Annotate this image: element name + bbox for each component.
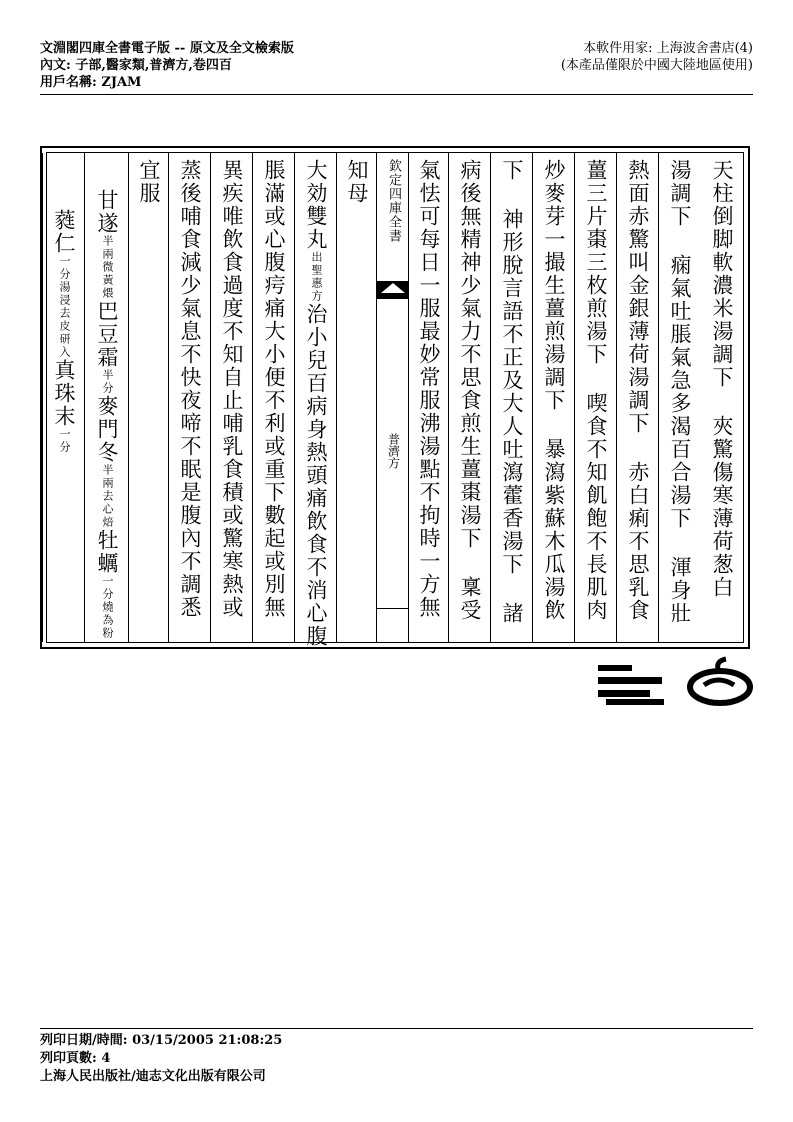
text-column: 炒麥芽一撮生薑煎湯調下 暴瀉紫蘇木瓜湯飲: [532, 153, 575, 642]
text-column: 薑三片棗三枚煎湯下 喫食不知飢飽不長肌肉: [574, 153, 617, 642]
book-title-column: [376, 153, 409, 642]
text-column: 宜服: [128, 153, 169, 642]
text-column: 蒸後哺食減少氣息不快夜啼不眠是腹內不調悉: [168, 153, 211, 642]
publisher-logo-icon: [596, 655, 756, 711]
page-frame: [40, 146, 750, 649]
source-note: 出聖惠方: [310, 251, 323, 303]
recipe-column: 甘遂半兩微黃煨巴豆霜半分麥門冬半兩去心焙牡蠣一分燒為粉: [84, 153, 129, 642]
print-datetime: 列印日期/時間: 03/15/2005 21:08:25: [40, 1033, 283, 1048]
header-licensee: 本軟件用家: 上海波舍書店(4): [583, 41, 753, 56]
print-pages: 列印頁數: 4: [40, 1051, 111, 1066]
book-subtitle: 普濟方: [386, 433, 401, 469]
header-content: 內文: 子部,醫家類,普濟方,卷四百: [40, 58, 232, 73]
header-title: 文淵閣四庫全書電子版 -- 原文及全文檢索版: [40, 41, 294, 56]
text-column: 下 神形脫言語不正及大人吐瀉藿香湯下 諸: [490, 153, 533, 642]
text-column: 知母: [336, 153, 377, 642]
text-column: 天柱倒脚軟濃米湯調下 夾驚傷寒薄荷葱白: [710, 159, 734, 599]
text-column: 脹滿或心腹疞痛大小便不利或重下數起或別無: [252, 153, 295, 642]
header-user: 用戶名稱: ZJAM: [40, 75, 142, 90]
page-inner-border: [46, 152, 744, 648]
publisher: 上海人民出版社/迪志文化出版有限公司: [40, 1069, 266, 1084]
text-column: 異疾唯飲食過度不知自止哺乳食積或驚寒熱或: [210, 153, 253, 642]
book-title: 欽定四庫全書: [386, 159, 401, 243]
header-right: [561, 40, 753, 74]
header-rule: [40, 94, 753, 95]
footer-rule: [40, 1028, 753, 1029]
text-column: 病後無精神少氣力不思食煎生薑棗湯下 稟受: [448, 153, 491, 642]
text-column: 氣怯可每日一服最妙常服沸湯點不拘時一方無: [408, 153, 449, 642]
header-left: [40, 40, 294, 91]
book-column-rule: [377, 608, 409, 609]
text-column: 大効雙丸出聖惠方治小兒百病身熱頭痛飲食不消心腹: [294, 153, 337, 642]
fishtail-notch: [381, 283, 405, 293]
header-region: (本產品僅限於中國大陸地區使用): [560, 58, 753, 73]
recipe-column: 蕤仁一分湯浸去皮研入真珠末一分: [42, 153, 85, 642]
text-column: 熱面赤驚叫金銀薄荷湯調下 赤白痢不思乳食: [616, 153, 659, 642]
text-column: 湯調下 痫氣吐脹氣急多渴百合湯下 渾身壯: [658, 153, 701, 642]
